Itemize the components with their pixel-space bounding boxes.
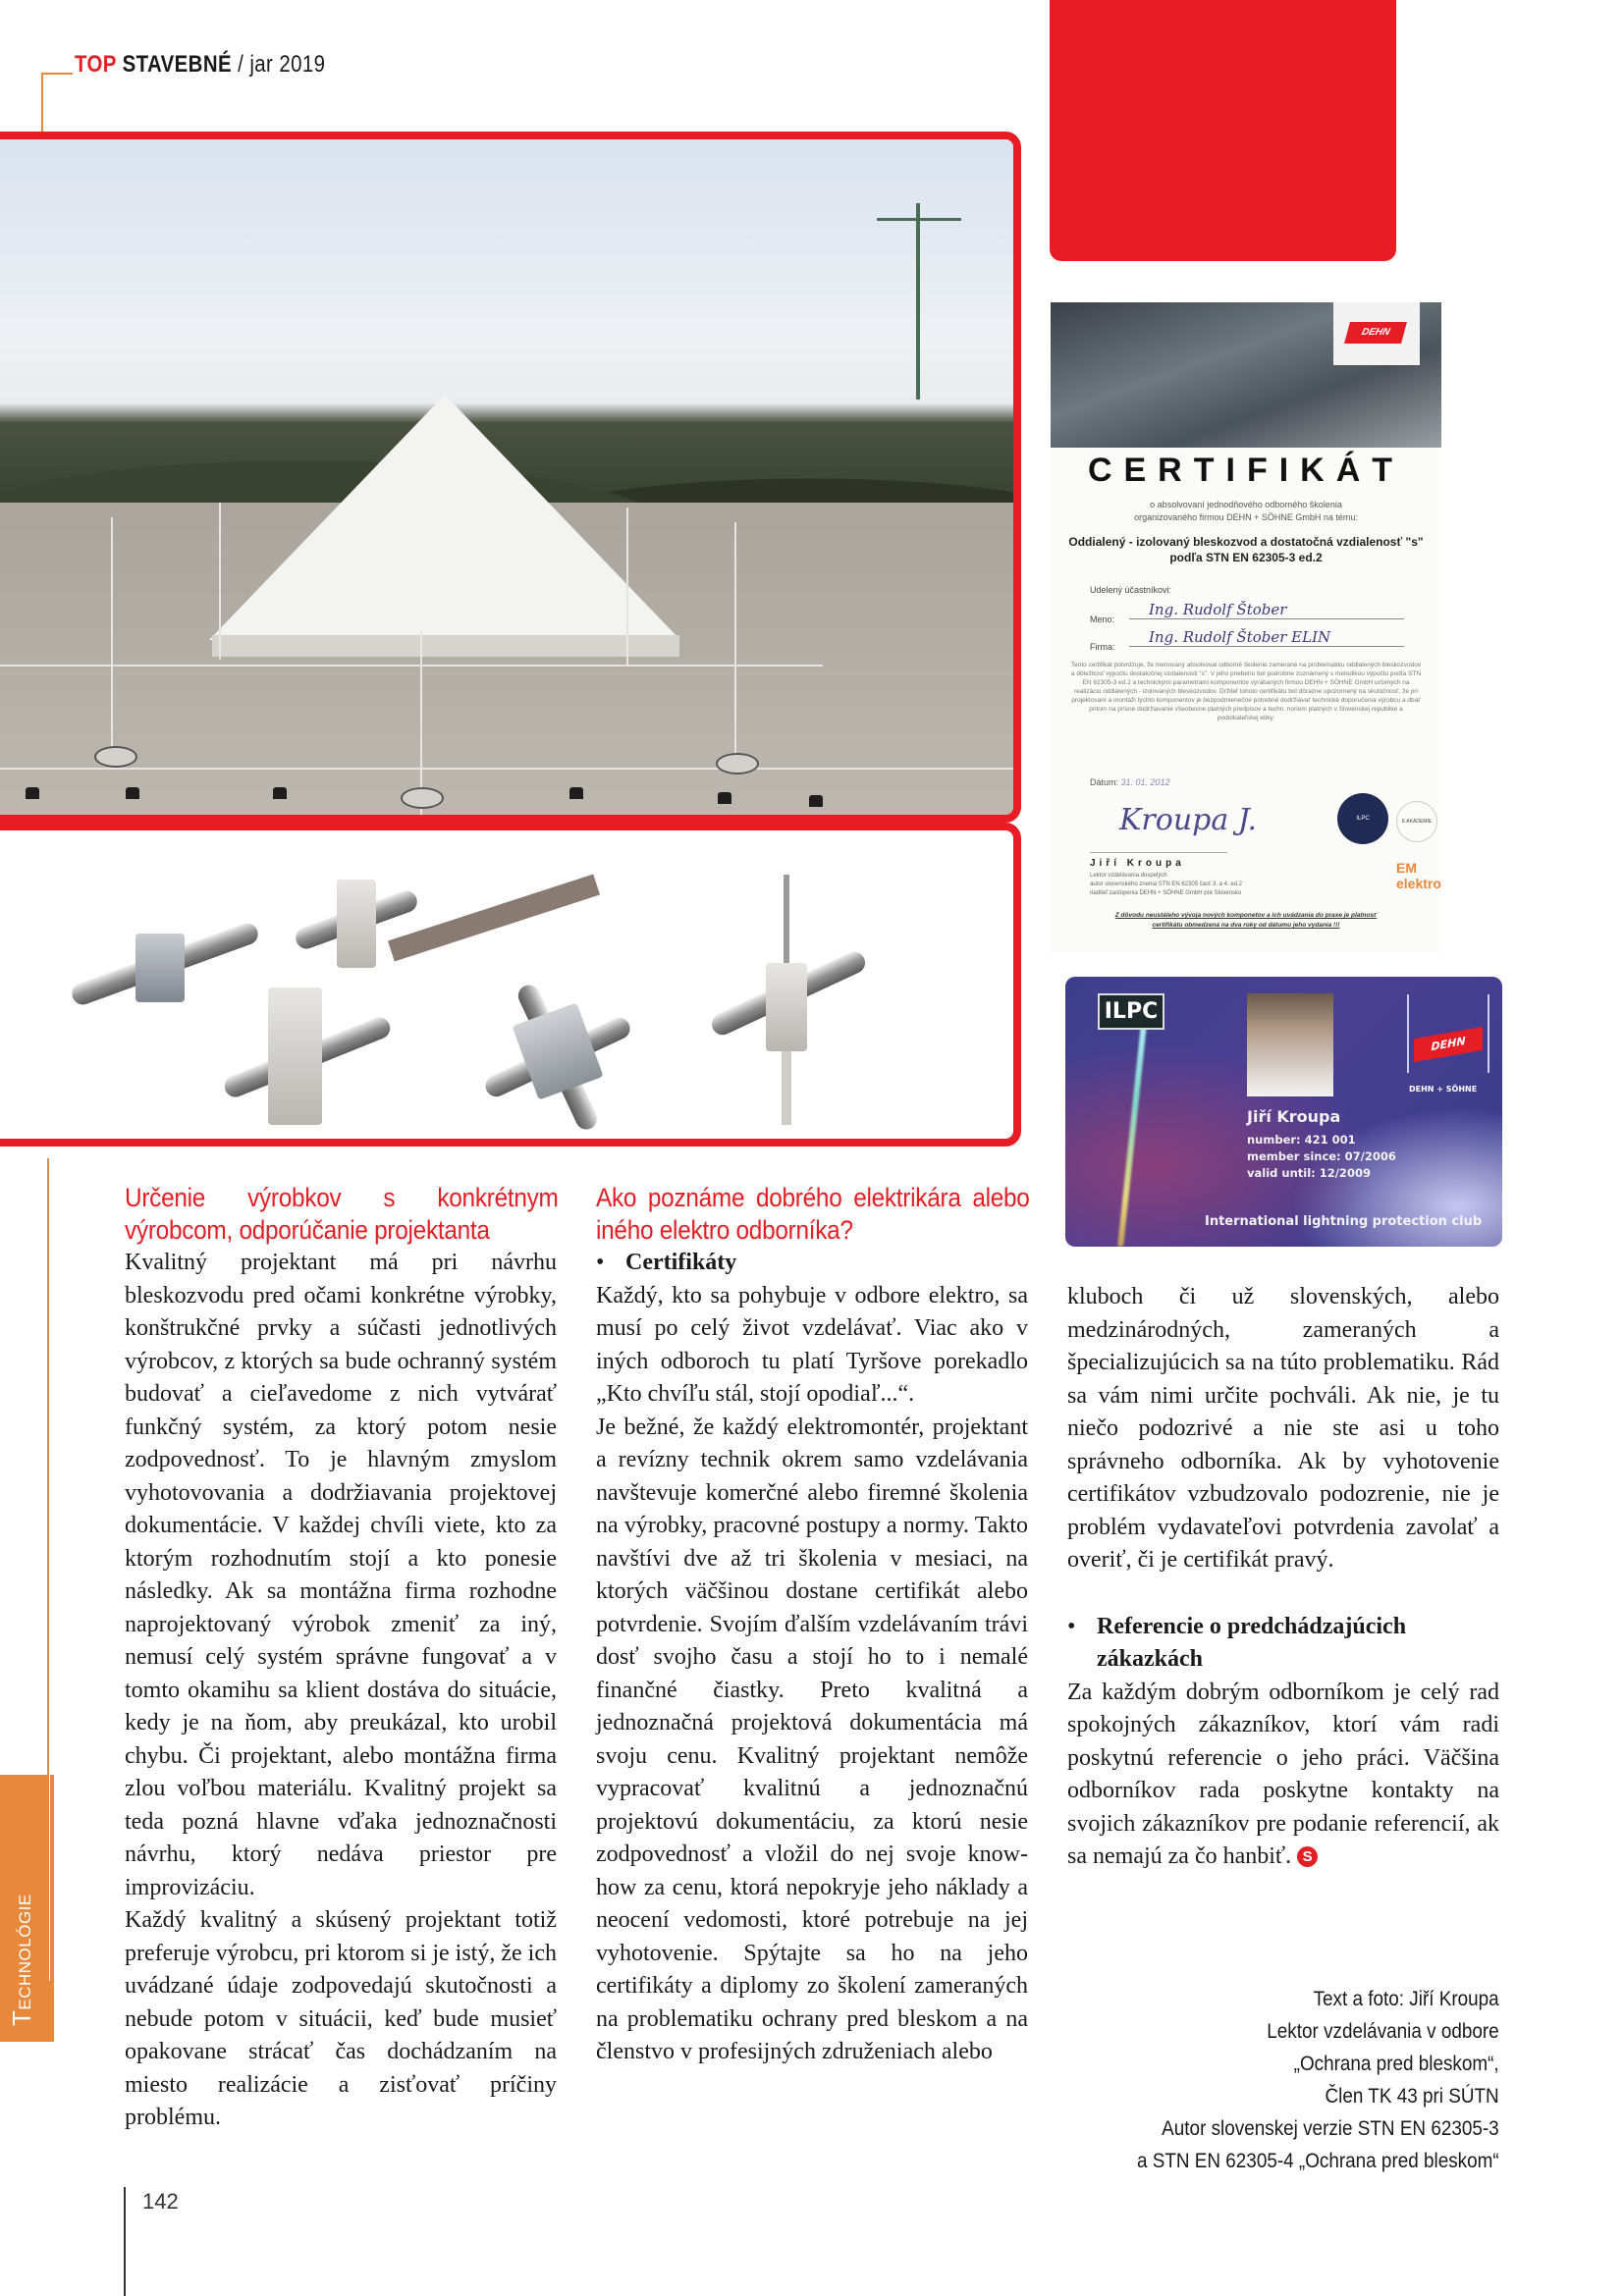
firm-label: Firma:	[1090, 642, 1115, 652]
air-termination-mast	[111, 517, 113, 753]
date-value: 31. 01. 2012	[1120, 777, 1170, 787]
member-valid-until: valid until: 12/2009	[1247, 1166, 1371, 1180]
byline-line: a STN EN 62305-4 „Ochrana pred bleskom“	[1137, 2150, 1499, 2172]
product-conductor-holder-plastic	[209, 988, 406, 1135]
header-bracket-line	[41, 73, 73, 135]
power-pylon	[916, 203, 920, 400]
certificate-image	[1051, 302, 1441, 952]
dehn-sohne-label: DEHN + SÖHNE	[1409, 1085, 1478, 1094]
air-termination-mast	[734, 522, 736, 758]
certificate-body: Tento certifikát potvrdzuje, že menovaný absolvoval odborné školenie zamerané na problematiku oddialených bleskozvodov a dôležitosť výpočtu dostatočnej vzdialenosti "s". V jeho priebehu bol podrobne zoznámený s metodikou výpočtu podľa STN EN 62305-3 ed.2 a technickými parametrami komponentov vyrábaných firmou DEHN + SÖHNE GmbH určených na realizáciu oddialených - izolovaných bleskozvodov. Držiteľ tohoto certifikátu bol dôrazne upozornený na skutočnosť, že pri projektovaní a montáži týchto komponentov je bezpodmienečne potrebné dodržiavať technické doporučenia výrobcu a dbať pritom na prísne dodržiavanie všeobecne platných predpisov a techn. noriem platných v Slovenskej republike a podnikateľskej etiky.	[1070, 662, 1422, 721]
byline-line: Lektor vzdelávania v odbore	[1267, 2020, 1499, 2043]
name-label: Meno:	[1090, 614, 1115, 624]
issue-label: jar 2019	[249, 51, 326, 78]
bullet-icon: •	[1067, 1613, 1076, 1639]
brand-name: STAVEBNÉ	[122, 51, 233, 78]
member-details	[1247, 1132, 1396, 1182]
skylight-base	[212, 635, 679, 657]
conductor-wire	[0, 768, 1019, 770]
e-akademie-logo: E AKADEMIE	[1396, 801, 1437, 842]
certificate-subtitle-line: organizovaného firmou DEHN + SÖHNE GmbH na tému:	[1134, 512, 1358, 522]
certificate-header-photo	[1051, 302, 1441, 448]
signer-role-line: riaditeľ zastúpenia DEHN + SÖHNE GmbH pre Slovensko	[1090, 890, 1242, 896]
product-holder-with-strip	[293, 870, 607, 988]
header-separator: /	[232, 51, 250, 78]
section-tab	[0, 1775, 54, 2042]
skylight	[209, 395, 680, 640]
mast-base	[94, 746, 137, 768]
bullet-heading-references	[1067, 1611, 1499, 1677]
article-column-3	[1067, 1281, 1499, 1874]
air-termination-mast	[219, 503, 221, 660]
certificate-subtitle	[1070, 499, 1422, 524]
power-pylon-arm	[877, 218, 961, 221]
brand-top: TOP	[75, 51, 117, 78]
paragraph: Je bežné, že každý elektromontér, projektant a revízny technik okrem samo vzdelávania navštevuje komerčné alebo firemné školenia na výrobky, pracovné postupy a normy. Takto navštívi dve až tri školenia v mesiaci, na ktorých väčšinou dostane certifikát alebo potvrdenie. Svojím ďalším vzdelávaním trávi dosť svojho času a stojí ho to i nemalé finančné čiastky. Preto kvalitná a jednoznačná projektová dokumentácia má svoju cenu. Kvalitný projektant nemôže vypracovať kvalitnú a jednoznačnú projektovú dokumentáciu, za ktorú nesie zodpovednosť a vložil do nej svoje know-how za cenu, ktorá nepokryje jeho náklady a neocení vedomosti, ktoré potrebuje na jej vyhotovenie. Spýtajte sa ho na jeho certifikáty a diplomy zo školení zameraných na problematiku ochrany pred bleskom a na členstvo v profesijných združeniach alebo	[596, 1414, 1028, 2064]
section-tab-rule	[49, 1775, 50, 1981]
section-heading-products: Určenie výrobkov s konkrétnym výrobcom, odporúčanie projektanta	[125, 1183, 559, 1245]
certificate-topic-line: podľa STN EN 62305-3 ed.2	[1169, 551, 1323, 564]
signer-role-line: autor slovenského znenia STN EN 62305 časť 3. a 4. ed.2	[1090, 881, 1243, 887]
byline-line: „Ochrana pred bleskom“,	[1293, 2053, 1499, 2075]
byline-line: Text a foto: Jiří Kroupa	[1313, 1988, 1499, 2010]
product-cross-connector	[479, 978, 636, 1135]
air-termination-mast	[626, 507, 628, 665]
roof-clip	[809, 795, 823, 807]
closing-paragraph	[1067, 1677, 1499, 1874]
signer-role-line: Lektor vzdelávania dospelých	[1090, 873, 1167, 879]
section-tab-rest: ECHNOLÓGIE	[15, 1894, 34, 2010]
bullet-label: Referencie o predchádzajúcich zákazkách	[1097, 1613, 1407, 1672]
mast-base	[716, 753, 759, 774]
ilpc-logo: ILPC	[1098, 993, 1164, 1030]
bullet-icon: •	[596, 1250, 605, 1275]
certificate-subtitle-line: o absolvovaní jednodňového odborného školenia	[1150, 500, 1342, 509]
products-photo-frame	[0, 823, 1021, 1147]
signature-line	[1090, 852, 1227, 853]
roof-clip	[273, 787, 287, 799]
certificate-topic-line: Oddialený - izolovaný bleskozvod a dostatočná vzdialenosť "s"	[1068, 535, 1424, 549]
section-tab-initial: T	[6, 2009, 36, 2026]
roof-clip	[126, 787, 139, 799]
paragraph: kluboch či už slovenských, alebo medzinárodných, zameraných a špecializujúcich sa na túto problematiku. Rád sa vám nimi určite pochváli. Ak nie, je tu niečo podozrivé a nie ste asi u toho správneho odborníka. Ak by vyhotovenie certifikátov vzbudzovalo podozrenie, nie je problém vydavateľovi potvrdenia zavolať a overiť, či je certifikát pravý.	[1067, 1284, 1499, 1573]
dehn-logo: DEHN	[1344, 322, 1407, 344]
awarded-label: Udelený účastníkovi:	[1090, 585, 1172, 595]
mast-base	[401, 787, 444, 809]
certificate-validity-note	[1080, 911, 1412, 931]
signature: Kroupa J.	[1119, 803, 1257, 837]
dehn-flag	[1333, 302, 1420, 365]
dehn-logo: DEHN	[1414, 1027, 1483, 1062]
article-end-mark-icon: S	[1297, 1846, 1318, 1867]
paragraph: Každý kvalitný a skúsený projektant totiž preferuje výrobcu, pri ktorom si je istý, že ich uvádzané údaje zodpovedajú skutočnosti a nebude potom v situácii, keď bude musieť opakovane strácať čas dochádzaním na miesto realizácie a zisťovať príčiny problému.	[125, 1907, 557, 2130]
name-value: Ing. Rudolf Štober	[1129, 601, 1404, 619]
paragraph: Kvalitný projektant má pri návrhu bleskozvodu pred očami konkrétne výrobky, konštrukčné prvky a súčasti jednotlivých výrobcov, z ktorých sa bude ochranný systém budovať a cieľavedome z nich vytvárať funkčný systém, za ktorý potom nesie zodpovednosť. To je hlavným zmyslom vyhotovovania a dodržiavania projektovej dokumentácie. V každej chvíli viete, kto za ktorým rozhodnutím stojí a kto ponesie následky. Ak sa montážna firma rozhodne naprojektovaný výrobok zmeniť za iný, nemusí celý systém správne fungovať a v tomto okamihu sa klient dostáva do situácie, kedy je na ňom, aby preukázal, kto urobil chybu. Či projektant, alebo montážna firma zlou voľbou materiálu. Kvalitný projekt sa teda pozná hlavne vďaka jednoznačnosti návrhu, ktorý nedáva priestor pre improvizáciu.	[125, 1250, 557, 1900]
magazine-header	[75, 51, 325, 79]
paragraph: Každý, kto sa pohybuje v odbore elektro, sa musí po celý život vzdelávať. Viac ako v iných odboroch tu platí Tyršove porekadlo „Kto chvíľu stál, stojí opodiaľ...“.	[596, 1282, 1028, 1407]
ilpc-seal-icon: ILPC	[1337, 793, 1388, 844]
firm-value: Ing. Rudolf Štober ELIN	[1129, 628, 1404, 647]
signer-role	[1090, 872, 1242, 898]
page-number-rule	[124, 2187, 126, 2296]
club-name: International lightning protection club	[1205, 1214, 1483, 1229]
roof-clip	[718, 792, 731, 804]
product-ridge-holder-with-screw	[705, 875, 872, 1130]
member-since: member since: 07/2006	[1247, 1149, 1396, 1163]
page-number: 142	[142, 2189, 179, 2214]
section-tab-label	[7, 1894, 37, 2026]
roof-lightning-protection-photo	[0, 139, 1013, 815]
certificate-note-line: certifikátu obmedzená na dva roky od dátumu jeho vydania !!!	[1152, 922, 1340, 929]
section-guide-line	[47, 1158, 49, 1777]
conductor-wire	[0, 665, 823, 667]
section-heading-good-electrician: Ako poznáme dobrého elektrikára alebo iného elektro odborníka?	[596, 1183, 1030, 1245]
em-elektro-logo: EM elektro	[1396, 860, 1441, 891]
bullet-heading-certificates	[596, 1247, 1028, 1280]
byline-line: Člen TK 43 pri SÚTN	[1325, 2085, 1499, 2108]
date-label: Dátum:	[1090, 777, 1119, 787]
lightning-bolt-icon	[1117, 1006, 1149, 1247]
byline-line: Autor slovenskej verzie STN EN 62305-3	[1162, 2117, 1499, 2140]
certificate-title: CERTIFIKÁT	[1087, 452, 1405, 489]
certificate-topic	[1060, 534, 1432, 565]
red-decorative-block	[1050, 0, 1396, 261]
bullet-label: Certifikáty	[625, 1250, 737, 1275]
certificate-note-line: Z dôvodu neustáleho vývoja nových komponetov a ich uvádzania do praxe je platnosť	[1114, 912, 1378, 919]
member-photo	[1247, 993, 1333, 1096]
member-number: number: 421 001	[1247, 1133, 1356, 1147]
closing-text: Za každým dobrým odborníkom je celý rad spokojných zákazníkov, ktorí vám radi poskytnú referencie o jeho práci. Väčšina odborníkov rada poskytne kontakty na svojich zákazníkov pre podanie referencií, ak sa nemajú za čo hanbiť.	[1067, 1679, 1499, 1869]
author-byline	[1137, 1983, 1499, 2177]
member-name: Jiří Kroupa	[1247, 1107, 1341, 1126]
roof-clip	[569, 787, 583, 799]
certificate-date	[1090, 777, 1170, 787]
roof-clip	[26, 787, 39, 799]
article-column-1	[125, 1182, 557, 2135]
roof-photo-frame	[0, 132, 1021, 823]
signer-name: Jiří Kroupa	[1090, 858, 1185, 869]
article-column-2	[596, 1182, 1028, 2069]
ilpc-membership-card	[1065, 977, 1502, 1247]
